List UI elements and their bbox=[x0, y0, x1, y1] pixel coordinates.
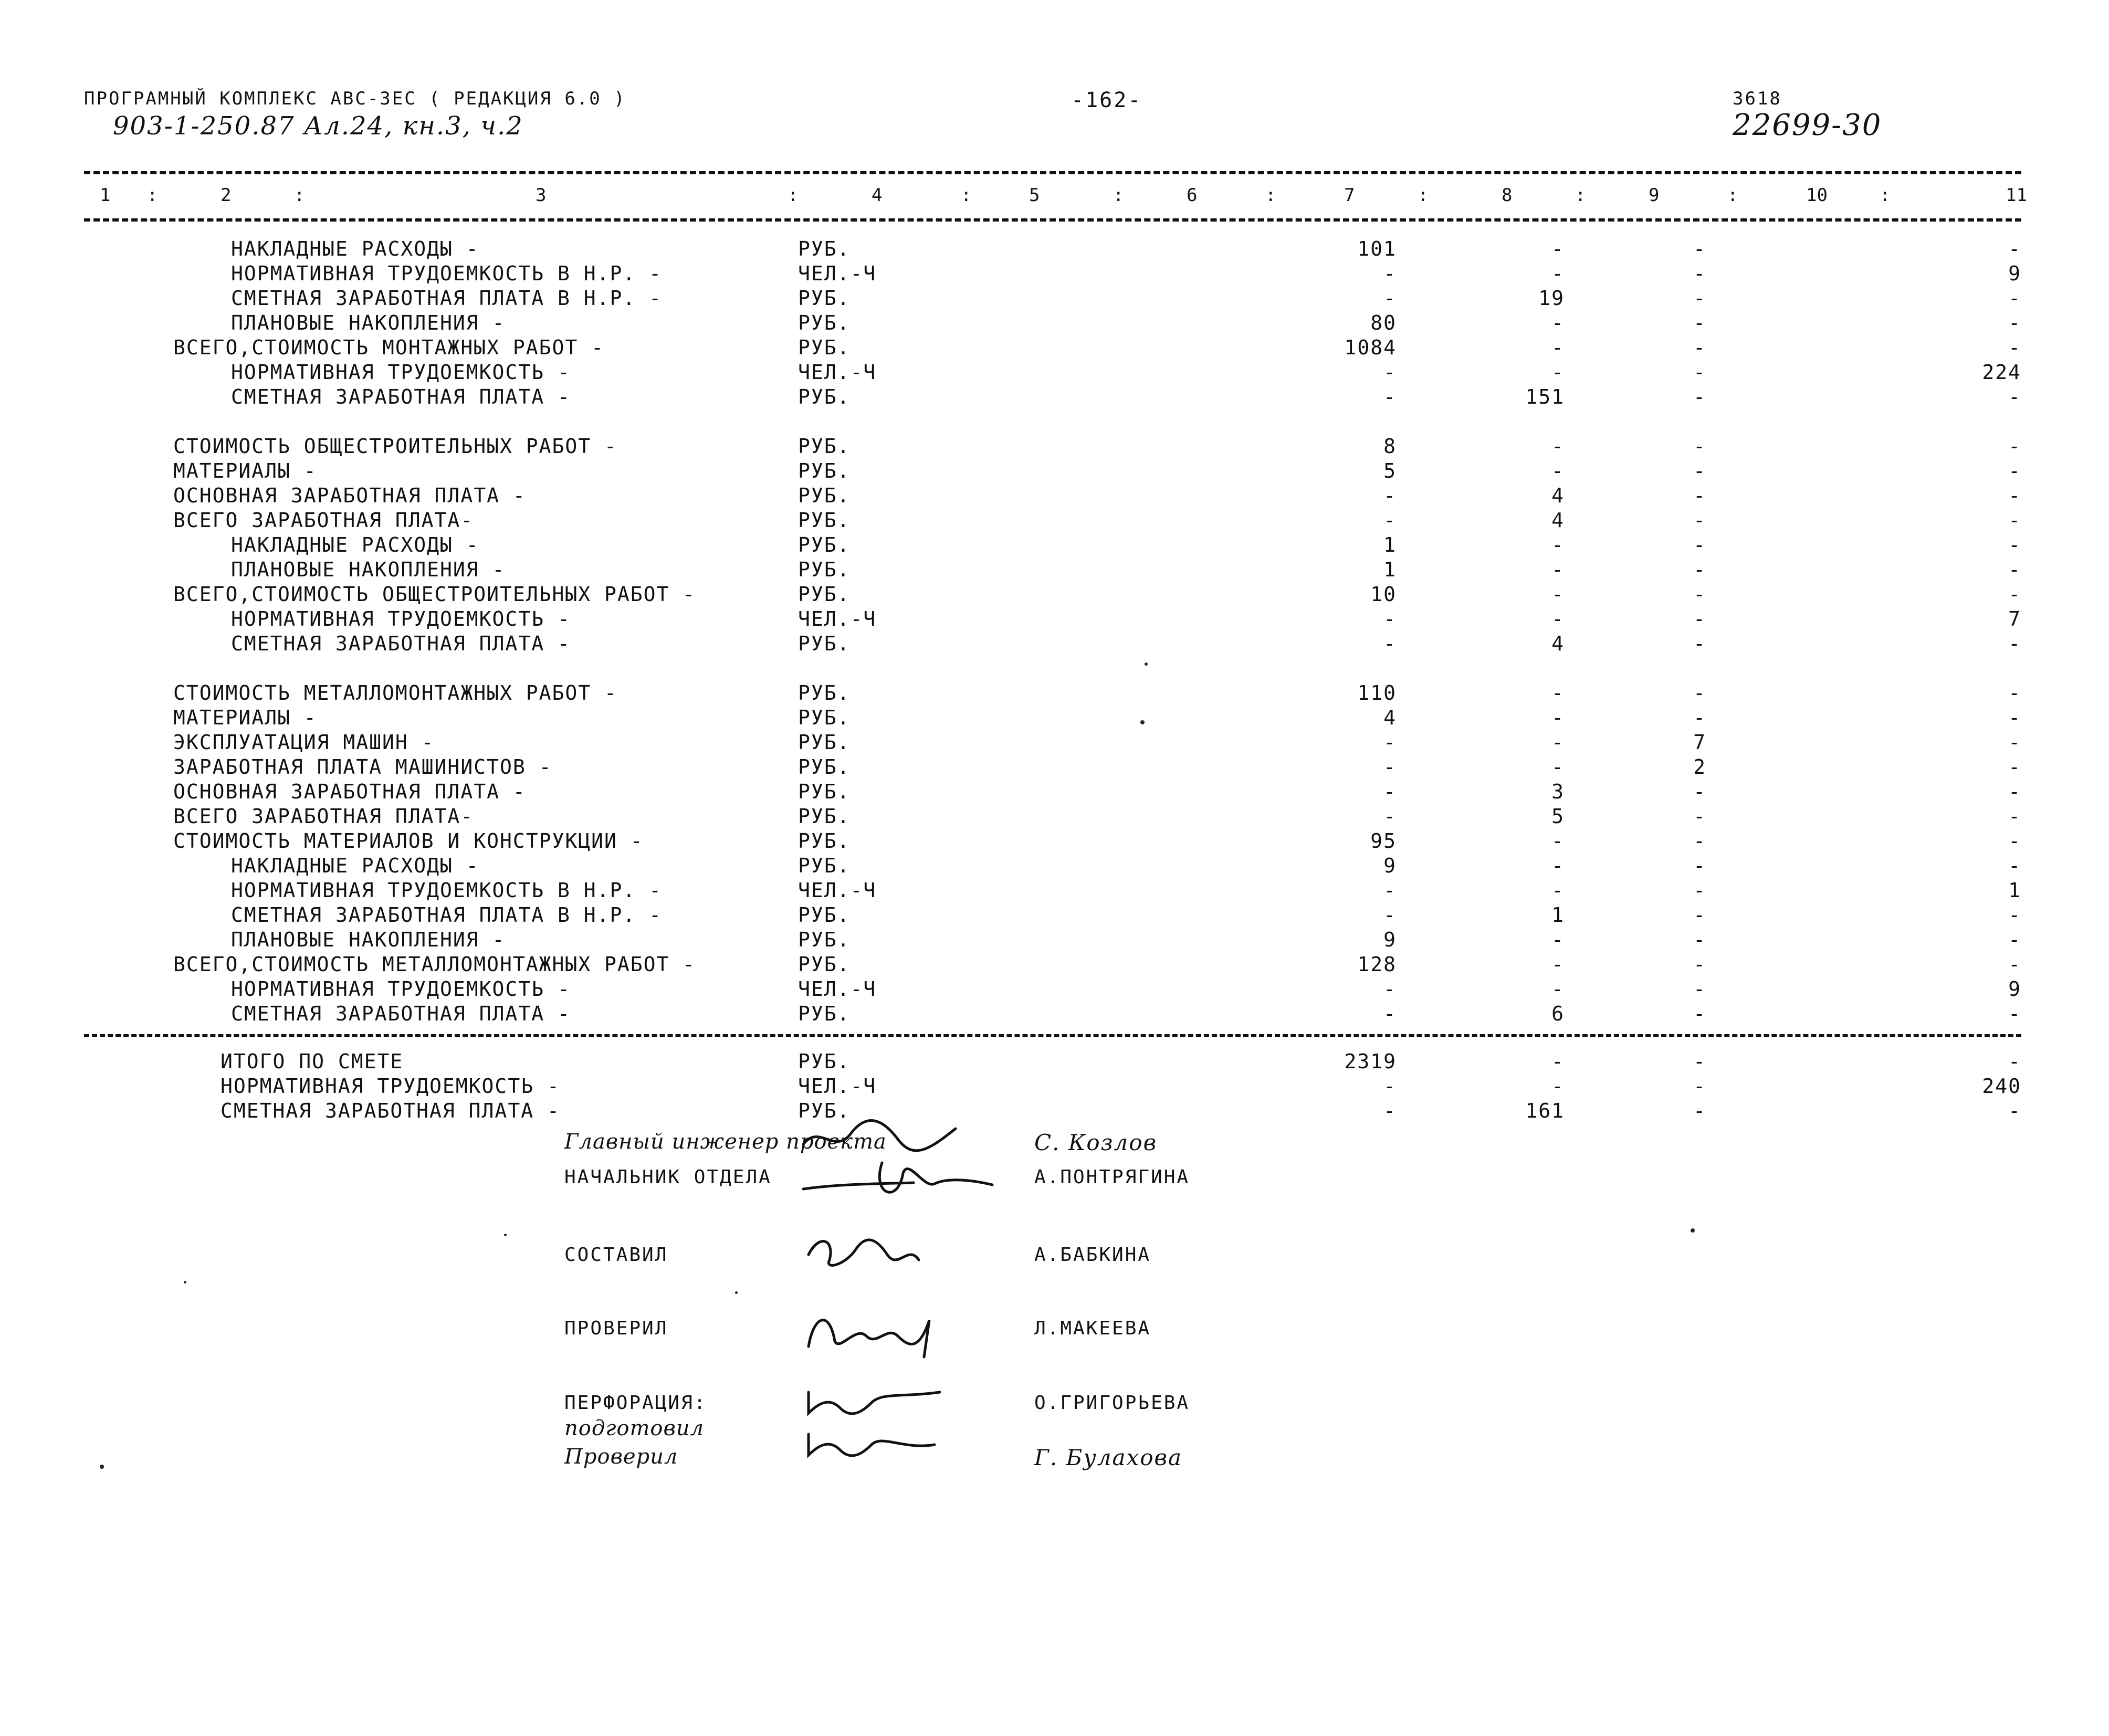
program-line: ПРОГРАМНЫЙ КОМПЛЕКС АВС-ЗЕС ( РЕДАКЦИЯ 6.0 ) bbox=[84, 88, 626, 109]
signature-role: ПЕРФОРАЦИЯ: bbox=[564, 1392, 707, 1414]
column-number-9: 9 bbox=[1649, 185, 1660, 206]
row-value-c7: 95 bbox=[1370, 829, 1397, 853]
row-value-c8: - bbox=[1551, 583, 1565, 606]
row-value-c7: - bbox=[1383, 805, 1397, 828]
handwritten-signature bbox=[798, 1424, 956, 1466]
column-number-2: 2 bbox=[221, 185, 232, 206]
row-value-c7: 1084 bbox=[1344, 336, 1397, 359]
scan-speck bbox=[184, 1281, 186, 1283]
row-value-c8: - bbox=[1551, 755, 1565, 778]
column-number-8: 8 bbox=[1502, 185, 1513, 206]
row-label: НОРМАТИВНАЯ ТРУДОЕМКОСТЬ - bbox=[231, 977, 571, 1001]
row-value-c7: - bbox=[1383, 1099, 1397, 1122]
row-value-c9: - bbox=[1693, 237, 1706, 260]
row-value-c8: - bbox=[1551, 311, 1565, 334]
row-value-c8: - bbox=[1551, 262, 1565, 285]
row-value-c7: - bbox=[1383, 780, 1397, 803]
totals-separator-rule bbox=[84, 1034, 2021, 1037]
row-value-c8: 19 bbox=[1538, 287, 1565, 310]
row-value-c9: - bbox=[1693, 459, 1706, 482]
row-value-c8: 4 bbox=[1551, 484, 1565, 507]
scan-speck bbox=[1140, 720, 1145, 724]
column-separator: : bbox=[1880, 185, 1891, 206]
scan-speck bbox=[735, 1291, 738, 1294]
row-unit: РУБ. bbox=[798, 583, 851, 606]
row-label: НОРМАТИВНАЯ ТРУДОЕМКОСТЬ - bbox=[231, 361, 571, 384]
row-unit: РУБ. bbox=[798, 755, 851, 778]
row-unit: РУБ. bbox=[798, 1050, 851, 1073]
row-value-c11: - bbox=[2008, 854, 2021, 877]
row-label: МАТЕРИАЛЫ - bbox=[173, 706, 317, 729]
row-value-c7: 4 bbox=[1383, 706, 1397, 729]
row-value-c9: - bbox=[1693, 287, 1706, 310]
row-unit: РУБ. bbox=[798, 632, 851, 655]
row-value-c11: - bbox=[2008, 632, 2021, 655]
row-value-c11: - bbox=[2008, 509, 2021, 532]
row-value-c7: 80 bbox=[1370, 311, 1397, 334]
column-separator: : bbox=[1575, 185, 1586, 206]
row-value-c11: - bbox=[2008, 336, 2021, 359]
row-label: СТОИМОСТЬ ОБЩЕСТРОИТЕЛЬНЫХ РАБОТ - bbox=[173, 435, 617, 458]
row-value-c9: - bbox=[1693, 928, 1706, 951]
row-value-c9: - bbox=[1693, 780, 1706, 803]
handwritten-signature bbox=[798, 1382, 956, 1424]
row-unit: РУБ. bbox=[798, 805, 851, 828]
column-separator: : bbox=[294, 185, 305, 206]
column-number-11: 11 bbox=[2006, 185, 2027, 206]
column-separator: : bbox=[147, 185, 158, 206]
row-label: НАКЛАДНЫЕ РАСХОДЫ - bbox=[231, 854, 479, 877]
row-value-c11: - bbox=[2008, 311, 2021, 334]
row-value-c8: - bbox=[1551, 879, 1565, 902]
row-unit: РУБ. bbox=[798, 558, 851, 581]
row-value-c9: - bbox=[1693, 1050, 1706, 1073]
column-separator: : bbox=[788, 185, 799, 206]
row-value-c9: - bbox=[1693, 262, 1706, 285]
row-value-c9: - bbox=[1693, 854, 1706, 877]
row-value-c11: 9 bbox=[2008, 262, 2021, 285]
row-value-c7: - bbox=[1383, 361, 1397, 384]
row-label: ВСЕГО ЗАРАБОТНАЯ ПЛАТА- bbox=[173, 805, 474, 828]
row-value-c7: - bbox=[1383, 385, 1397, 408]
signatory-name: А.БАБКИНА bbox=[1034, 1244, 1151, 1266]
row-value-c7: 8 bbox=[1383, 435, 1397, 458]
row-value-c11: - bbox=[2008, 1050, 2021, 1073]
row-value-c9: - bbox=[1693, 903, 1706, 927]
row-unit: РУБ. bbox=[798, 509, 851, 532]
row-value-c8: - bbox=[1551, 953, 1565, 976]
scan-speck bbox=[100, 1465, 104, 1469]
row-value-c9: - bbox=[1693, 1099, 1706, 1122]
row-value-c7: 101 bbox=[1357, 237, 1397, 260]
row-value-c9: - bbox=[1693, 336, 1706, 359]
row-value-c11: - bbox=[2008, 1002, 2021, 1025]
row-value-c11: - bbox=[2008, 558, 2021, 581]
row-label: СМЕТНАЯ ЗАРАБОТНАЯ ПЛАТА В Н.Р. - bbox=[231, 287, 662, 310]
row-unit: РУБ. bbox=[798, 928, 851, 951]
row-value-c8: - bbox=[1551, 1075, 1565, 1098]
row-value-c11: - bbox=[2008, 681, 2021, 704]
row-value-c11: - bbox=[2008, 953, 2021, 976]
row-value-c8: 161 bbox=[1525, 1099, 1565, 1122]
row-value-c9: - bbox=[1693, 435, 1706, 458]
row-value-c9: - bbox=[1693, 533, 1706, 556]
row-value-c11: - bbox=[2008, 755, 2021, 778]
row-value-c7: - bbox=[1383, 287, 1397, 310]
row-value-c8: - bbox=[1551, 533, 1565, 556]
column-number-7: 7 bbox=[1344, 185, 1355, 206]
signature-role: НАЧАЛЬНИК ОТДЕЛА bbox=[564, 1166, 772, 1188]
row-value-c7: 110 bbox=[1357, 681, 1397, 704]
row-value-c8: - bbox=[1551, 1050, 1565, 1073]
signature-role: подготовил bbox=[564, 1416, 705, 1440]
scan-speck bbox=[504, 1234, 507, 1236]
row-value-c8: - bbox=[1551, 435, 1565, 458]
row-unit: РУБ. bbox=[798, 336, 851, 359]
row-value-c8: 151 bbox=[1525, 385, 1565, 408]
row-value-c11: - bbox=[2008, 385, 2021, 408]
row-value-c9: - bbox=[1693, 1002, 1706, 1025]
row-value-c7: 1 bbox=[1383, 533, 1397, 556]
row-label: ВСЕГО,СТОИМОСТЬ МЕТАЛЛОМОНТАЖНЫХ РАБОТ - bbox=[173, 953, 696, 976]
column-separator: : bbox=[1265, 185, 1276, 206]
row-value-c8: 5 bbox=[1551, 805, 1565, 828]
row-unit: РУБ. bbox=[798, 533, 851, 556]
row-value-c7: 128 bbox=[1357, 953, 1397, 976]
row-label: НАКЛАДНЫЕ РАСХОДЫ - bbox=[231, 237, 479, 260]
row-value-c8: - bbox=[1551, 558, 1565, 581]
row-value-c8: - bbox=[1551, 829, 1565, 853]
row-value-c11: - bbox=[2008, 706, 2021, 729]
row-value-c11: - bbox=[2008, 533, 2021, 556]
signature-role: СОСТАВИЛ bbox=[564, 1244, 668, 1266]
row-unit: РУБ. bbox=[798, 903, 851, 927]
column-number-5: 5 bbox=[1029, 185, 1040, 206]
row-value-c9: - bbox=[1693, 879, 1706, 902]
row-value-c7: - bbox=[1383, 1002, 1397, 1025]
row-label: НАКЛАДНЫЕ РАСХОДЫ - bbox=[231, 533, 479, 556]
row-value-c11: - bbox=[2008, 287, 2021, 310]
row-value-c11: - bbox=[2008, 829, 2021, 853]
column-number-6: 6 bbox=[1187, 185, 1198, 206]
signatory-name: С. Козлов bbox=[1034, 1130, 1158, 1155]
signature-role: ПРОВЕРИЛ bbox=[564, 1318, 668, 1339]
column-separator: : bbox=[1113, 185, 1124, 206]
row-value-c9: - bbox=[1693, 953, 1706, 976]
row-unit: ЧЕЛ.-Ч bbox=[798, 977, 877, 1001]
row-label: ЭКСПЛУАТАЦИЯ МАШИН - bbox=[173, 731, 435, 754]
row-label: ЗАРАБОТНАЯ ПЛАТА МАШИНИСТОВ - bbox=[173, 755, 552, 778]
row-value-c7: - bbox=[1383, 755, 1397, 778]
row-unit: ЧЕЛ.-Ч bbox=[798, 607, 877, 630]
handwritten-signature bbox=[798, 1304, 966, 1362]
row-value-c8: - bbox=[1551, 928, 1565, 951]
row-value-c8: - bbox=[1551, 681, 1565, 704]
row-unit: РУБ. bbox=[798, 459, 851, 482]
row-value-c9: 7 bbox=[1693, 731, 1706, 754]
row-value-c8: - bbox=[1551, 459, 1565, 482]
row-unit: РУБ. bbox=[798, 287, 851, 310]
row-value-c7: 9 bbox=[1383, 928, 1397, 951]
row-value-c8: 6 bbox=[1551, 1002, 1565, 1025]
page-number: -162- bbox=[1071, 88, 1142, 112]
row-unit: РУБ. bbox=[798, 780, 851, 803]
row-unit: РУБ. bbox=[798, 1099, 851, 1122]
handwritten-signature bbox=[798, 1228, 935, 1276]
row-unit: РУБ. bbox=[798, 731, 851, 754]
row-value-c8: 4 bbox=[1551, 632, 1565, 655]
signatory-name: Г. Булахова bbox=[1034, 1445, 1182, 1470]
row-label: НОРМАТИВНАЯ ТРУДОЕМКОСТЬ - bbox=[221, 1075, 560, 1098]
row-value-c7: - bbox=[1383, 1075, 1397, 1098]
row-unit: РУБ. bbox=[798, 484, 851, 507]
column-number-1: 1 bbox=[100, 185, 111, 206]
row-value-c11: 7 bbox=[2008, 607, 2021, 630]
row-label: ПЛАНОВЫЕ НАКОПЛЕНИЯ - bbox=[231, 558, 506, 581]
row-value-c7: - bbox=[1383, 731, 1397, 754]
row-value-c8: - bbox=[1551, 361, 1565, 384]
row-unit: ЧЕЛ.-Ч bbox=[798, 262, 877, 285]
scan-speck bbox=[1691, 1228, 1695, 1233]
row-value-c8: - bbox=[1551, 731, 1565, 754]
row-value-c7: 2319 bbox=[1344, 1050, 1397, 1073]
scan-speck bbox=[1145, 662, 1148, 666]
row-label: ВСЕГО,СТОИМОСТЬ ОБЩЕСТРОИТЕЛЬНЫХ РАБОТ - bbox=[173, 583, 696, 606]
row-unit: РУБ. bbox=[798, 681, 851, 704]
row-value-c8: 1 bbox=[1551, 903, 1565, 927]
row-unit: РУБ. bbox=[798, 435, 851, 458]
row-value-c7: - bbox=[1383, 977, 1397, 1001]
row-value-c7: - bbox=[1383, 879, 1397, 902]
row-value-c11: - bbox=[2008, 583, 2021, 606]
row-value-c11: - bbox=[2008, 780, 2021, 803]
row-value-c9: - bbox=[1693, 1075, 1706, 1098]
row-unit: ЧЕЛ.-Ч bbox=[798, 361, 877, 384]
row-value-c7: - bbox=[1383, 509, 1397, 532]
row-unit: РУБ. bbox=[798, 237, 851, 260]
row-label: СМЕТНАЯ ЗАРАБОТНАЯ ПЛАТА - bbox=[231, 1002, 571, 1025]
row-value-c11: - bbox=[2008, 731, 2021, 754]
row-value-c7: - bbox=[1383, 607, 1397, 630]
row-value-c11: - bbox=[2008, 1099, 2021, 1122]
column-separator: : bbox=[961, 185, 972, 206]
row-value-c9: - bbox=[1693, 607, 1706, 630]
row-value-c11: - bbox=[2008, 435, 2021, 458]
row-value-c11: - bbox=[2008, 903, 2021, 927]
row-unit: ЧЕЛ.-Ч bbox=[798, 1075, 877, 1098]
row-value-c11: - bbox=[2008, 459, 2021, 482]
row-value-c11: 9 bbox=[2008, 977, 2021, 1001]
row-unit: ЧЕЛ.-Ч bbox=[798, 879, 877, 902]
row-label: СМЕТНАЯ ЗАРАБОТНАЯ ПЛАТА - bbox=[231, 632, 571, 655]
row-value-c9: - bbox=[1693, 484, 1706, 507]
row-unit: РУБ. bbox=[798, 1002, 851, 1025]
row-unit: РУБ. bbox=[798, 953, 851, 976]
row-value-c11: - bbox=[2008, 928, 2021, 951]
row-value-c11: - bbox=[2008, 484, 2021, 507]
row-label: ИТОГО ПО СМЕТЕ bbox=[221, 1050, 404, 1073]
column-separator: : bbox=[1727, 185, 1738, 206]
column-number-3: 3 bbox=[536, 185, 547, 206]
row-value-c11: 224 bbox=[1982, 361, 2021, 384]
column-number-10: 10 bbox=[1806, 185, 1828, 206]
row-value-c9: - bbox=[1693, 311, 1706, 334]
row-label: НОРМАТИВНАЯ ТРУДОЕМКОСТЬ В Н.Р. - bbox=[231, 262, 662, 285]
row-label: СТОИМОСТЬ МАТЕРИАЛОВ И КОНСТРУКЦИИ - bbox=[173, 829, 644, 853]
signatory-name: О.ГРИГОРЬЕВА bbox=[1034, 1392, 1190, 1414]
handwritten-reference: 903-1-250.87 Ал.24, кн.3, ч.2 bbox=[113, 111, 523, 141]
row-label: НОРМАТИВНАЯ ТРУДОЕМКОСТЬ В Н.Р. - bbox=[231, 879, 662, 902]
handwritten-signature bbox=[798, 1152, 998, 1215]
row-value-c7: 5 bbox=[1383, 459, 1397, 482]
row-label: ОСНОВНАЯ ЗАРАБОТНАЯ ПЛАТА - bbox=[173, 484, 526, 507]
doc-code-handwritten: 22699-30 bbox=[1733, 108, 1882, 142]
doc-code-top: 3618 bbox=[1733, 88, 1782, 109]
row-value-c7: - bbox=[1383, 262, 1397, 285]
row-unit: РУБ. bbox=[798, 385, 851, 408]
row-value-c8: - bbox=[1551, 336, 1565, 359]
row-value-c8: 4 bbox=[1551, 509, 1565, 532]
row-value-c7: - bbox=[1383, 484, 1397, 507]
row-value-c9: - bbox=[1693, 706, 1706, 729]
row-label: ВСЕГО,СТОИМОСТЬ МОНТАЖНЫХ РАБОТ - bbox=[173, 336, 604, 359]
column-separator: : bbox=[1418, 185, 1429, 206]
row-label: НОРМАТИВНАЯ ТРУДОЕМКОСТЬ - bbox=[231, 607, 571, 630]
row-label: СТОИМОСТЬ МЕТАЛЛОМОНТАЖНЫХ РАБОТ - bbox=[173, 681, 617, 704]
row-label: ОСНОВНАЯ ЗАРАБОТНАЯ ПЛАТА - bbox=[173, 780, 526, 803]
row-value-c9: - bbox=[1693, 632, 1706, 655]
row-value-c9: 2 bbox=[1693, 755, 1706, 778]
row-value-c9: - bbox=[1693, 385, 1706, 408]
row-label: МАТЕРИАЛЫ - bbox=[173, 459, 317, 482]
row-value-c8: - bbox=[1551, 977, 1565, 1001]
row-value-c9: - bbox=[1693, 805, 1706, 828]
row-label: ПЛАНОВЫЕ НАКОПЛЕНИЯ - bbox=[231, 311, 506, 334]
row-value-c9: - bbox=[1693, 977, 1706, 1001]
row-value-c8: - bbox=[1551, 706, 1565, 729]
row-value-c9: - bbox=[1693, 361, 1706, 384]
row-value-c8: - bbox=[1551, 854, 1565, 877]
row-value-c9: - bbox=[1693, 681, 1706, 704]
column-number-4: 4 bbox=[872, 185, 883, 206]
signatory-name: Л.МАКЕЕВА bbox=[1034, 1318, 1151, 1339]
row-value-c8: - bbox=[1551, 237, 1565, 260]
row-unit: РУБ. bbox=[798, 829, 851, 853]
row-label: СМЕТНАЯ ЗАРАБОТНАЯ ПЛАТА - bbox=[231, 385, 571, 408]
row-label: СМЕТНАЯ ЗАРАБОТНАЯ ПЛАТА - bbox=[221, 1099, 560, 1122]
row-unit: РУБ. bbox=[798, 706, 851, 729]
row-unit: РУБ. bbox=[798, 311, 851, 334]
row-value-c8: - bbox=[1551, 607, 1565, 630]
row-value-c9: - bbox=[1693, 558, 1706, 581]
row-value-c11: 1 bbox=[2008, 879, 2021, 902]
signature-role: Главный инженер проекта bbox=[564, 1130, 887, 1154]
row-value-c9: - bbox=[1693, 583, 1706, 606]
row-value-c11: - bbox=[2008, 805, 2021, 828]
row-label: СМЕТНАЯ ЗАРАБОТНАЯ ПЛАТА В Н.Р. - bbox=[231, 903, 662, 927]
signature-role: Проверил bbox=[564, 1445, 678, 1469]
row-value-c7: 9 bbox=[1383, 854, 1397, 877]
row-value-c7: - bbox=[1383, 632, 1397, 655]
row-label: ПЛАНОВЫЕ НАКОПЛЕНИЯ - bbox=[231, 928, 506, 951]
row-value-c11: 240 bbox=[1982, 1075, 2021, 1098]
row-value-c7: 1 bbox=[1383, 558, 1397, 581]
row-value-c11: - bbox=[2008, 237, 2021, 260]
row-unit: РУБ. bbox=[798, 854, 851, 877]
row-value-c7: - bbox=[1383, 903, 1397, 927]
row-value-c9: - bbox=[1693, 509, 1706, 532]
row-label: ВСЕГО ЗАРАБОТНАЯ ПЛАТА- bbox=[173, 509, 474, 532]
row-value-c8: 3 bbox=[1551, 780, 1565, 803]
signatory-name: А.ПОНТРЯГИНА bbox=[1034, 1166, 1190, 1188]
row-value-c9: - bbox=[1693, 829, 1706, 853]
row-value-c7: 10 bbox=[1370, 583, 1397, 606]
